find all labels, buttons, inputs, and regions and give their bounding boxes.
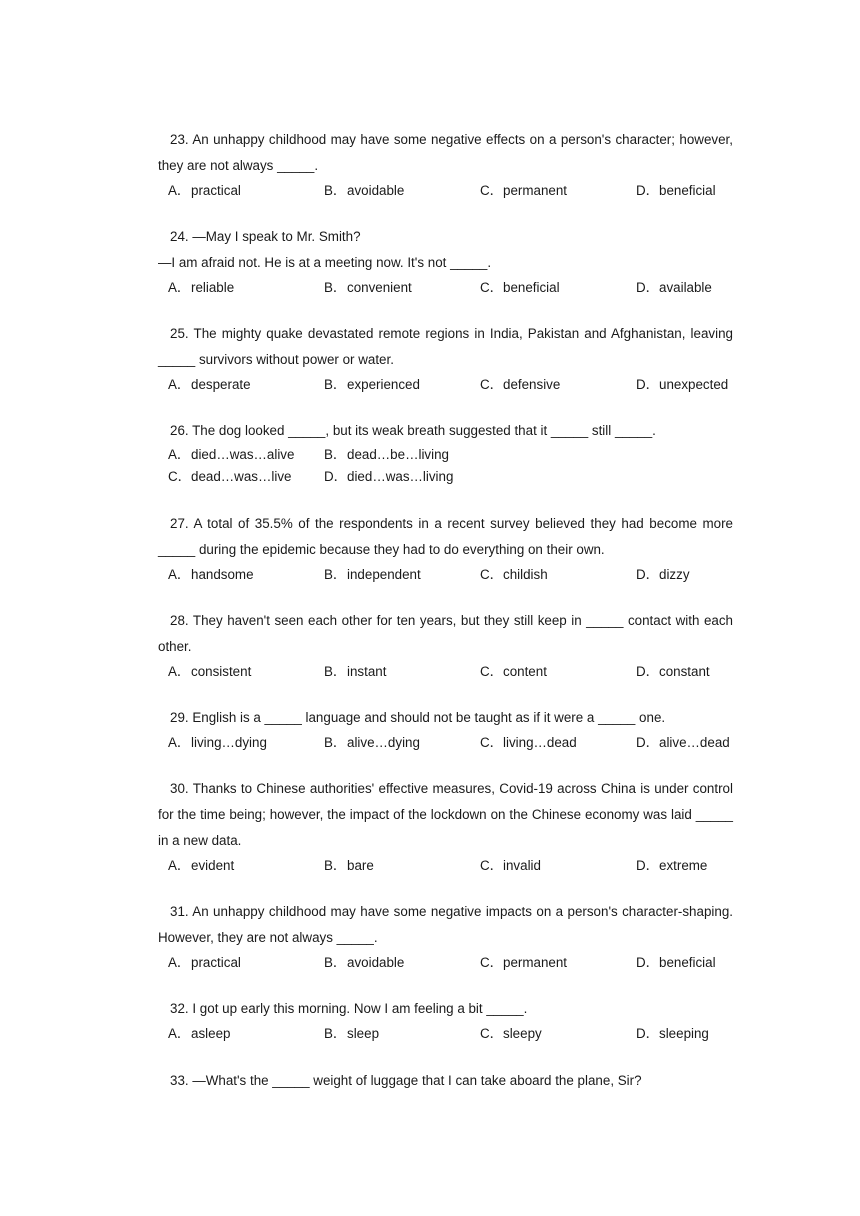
option-a[interactable]: A．handsome <box>168 567 254 582</box>
options-row <box>158 466 733 488</box>
option-d[interactable]: D．available <box>636 280 712 295</box>
question-text: English is a _____ language and should not be taught as if it were a _____ one. <box>192 710 666 725</box>
question-23 <box>158 127 733 203</box>
question-33 <box>158 1068 733 1094</box>
options-row <box>158 179 733 203</box>
option-c[interactable]: C．invalid <box>480 858 541 873</box>
options-row <box>158 373 733 397</box>
option-a[interactable]: A．died…was…alive <box>168 447 295 462</box>
question-number: 25. <box>170 326 189 341</box>
question-stem <box>158 321 733 373</box>
question-30 <box>158 776 733 878</box>
options-row <box>158 276 733 300</box>
options-row <box>158 563 733 587</box>
option-c[interactable]: C．content <box>480 664 547 679</box>
option-c[interactable]: C．permanent <box>480 183 568 198</box>
options-row <box>158 660 733 684</box>
question-number: 24. <box>170 229 189 244</box>
question-stem <box>158 418 733 444</box>
option-d[interactable]: D．dizzy <box>636 567 690 582</box>
question-stem <box>158 996 733 1022</box>
option-d[interactable]: D．died…was…living <box>324 469 454 484</box>
option-b[interactable]: B．bare <box>324 858 374 873</box>
question-stem <box>158 776 733 854</box>
question-stem <box>158 1068 733 1094</box>
option-d[interactable]: D．alive…dead <box>636 735 730 750</box>
question-stem <box>158 511 733 563</box>
question-text: They haven't seen each other for ten years, but they still keep in _____ contact with each other. <box>158 613 733 654</box>
option-d[interactable]: D．beneficial <box>636 955 716 970</box>
option-b[interactable]: B．experienced <box>324 377 420 392</box>
question-number: 29. <box>170 710 189 725</box>
options-row <box>158 1022 733 1046</box>
question-text: —What's the _____ weight of luggage that I can take aboard the plane, Sir? <box>192 1073 642 1088</box>
option-c[interactable]: C．permanent <box>480 955 568 970</box>
option-a[interactable]: A．asleep <box>168 1026 231 1041</box>
options-row <box>158 951 733 975</box>
option-b[interactable]: B．dead…be…living <box>324 447 449 462</box>
question-stem <box>158 608 733 660</box>
option-b[interactable]: B．convenient <box>324 280 412 295</box>
options-row <box>158 444 733 466</box>
question-number: 28. <box>170 613 189 628</box>
question-number: 32. <box>170 1001 189 1016</box>
option-c[interactable]: C．sleepy <box>480 1026 542 1041</box>
option-c[interactable]: C．living…dead <box>480 735 577 750</box>
question-text: The mighty quake devastated remote regions in India, Pakistan and Afghanistan, leaving _____ survivors without power or water. <box>158 326 733 367</box>
option-d[interactable]: D．constant <box>636 664 710 679</box>
option-b[interactable]: B．independent <box>324 567 421 582</box>
option-d[interactable]: D．sleeping <box>636 1026 709 1041</box>
question-number: 33. <box>170 1073 189 1088</box>
question-stem <box>158 705 733 731</box>
question-27 <box>158 511 733 587</box>
option-c[interactable]: C．beneficial <box>480 280 560 295</box>
option-a[interactable]: A．desperate <box>168 377 251 392</box>
question-text-line2: —I am afraid not. He is at a meeting now. It's not _____. <box>158 255 492 270</box>
options-row <box>158 731 733 755</box>
option-a[interactable]: A．practical <box>168 183 241 198</box>
option-b[interactable]: B．sleep <box>324 1026 380 1041</box>
option-a[interactable]: A．evident <box>168 858 235 873</box>
option-d[interactable]: D．unexpected <box>636 377 729 392</box>
option-c[interactable]: C．childish <box>480 567 548 582</box>
option-b[interactable]: B．avoidable <box>324 183 405 198</box>
option-a[interactable]: A．practical <box>168 955 241 970</box>
question-number: 26. <box>170 423 189 438</box>
option-d[interactable]: D．extreme <box>636 858 708 873</box>
question-text: I got up early this morning. Now I am feeling a bit _____. <box>192 1001 528 1016</box>
question-stem <box>158 899 733 951</box>
question-number: 30. <box>170 781 189 796</box>
question-26 <box>158 418 733 488</box>
question-29 <box>158 705 733 755</box>
option-b[interactable]: B．instant <box>324 664 387 679</box>
question-28 <box>158 608 733 684</box>
question-number: 31. <box>170 904 189 919</box>
options-row <box>158 854 733 878</box>
question-25 <box>158 321 733 397</box>
question-text: Thanks to Chinese authorities' effective measures, Covid-19 across China is under control for the time being; however, the impact of the lockdown on the Chinese economy was laid _____ in a new data. <box>158 781 733 848</box>
option-b[interactable]: B．alive…dying <box>324 735 420 750</box>
option-a[interactable]: A．consistent <box>168 664 252 679</box>
question-text: The dog looked _____, but its weak breath suggested that it _____ still _____. <box>192 423 656 438</box>
option-d[interactable]: D．beneficial <box>636 183 716 198</box>
option-a[interactable]: A．living…dying <box>168 735 267 750</box>
option-b[interactable]: B．avoidable <box>324 955 405 970</box>
question-31 <box>158 899 733 975</box>
question-stem <box>158 127 733 179</box>
question-number: 23. <box>170 132 189 147</box>
question-text: An unhappy childhood may have some negative impacts on a person's character-shaping. However, they are not always _____. <box>158 904 733 945</box>
question-number: 27. <box>170 516 189 531</box>
question-text: A total of 35.5% of the respondents in a recent survey believed they had become more _____ during the epidemic because they had to do everything on their own. <box>158 516 733 557</box>
question-32 <box>158 996 733 1046</box>
question-text: An unhappy childhood may have some negative effects on a person's character; however, they are not always _____. <box>158 132 734 173</box>
option-c[interactable]: C．defensive <box>480 377 561 392</box>
question-text-line1: —May I speak to Mr. Smith? <box>192 229 361 244</box>
question-stem <box>158 224 733 250</box>
option-c[interactable]: C．dead…was…live <box>168 469 292 484</box>
option-a[interactable]: A．reliable <box>168 280 235 295</box>
question-24 <box>158 224 733 300</box>
